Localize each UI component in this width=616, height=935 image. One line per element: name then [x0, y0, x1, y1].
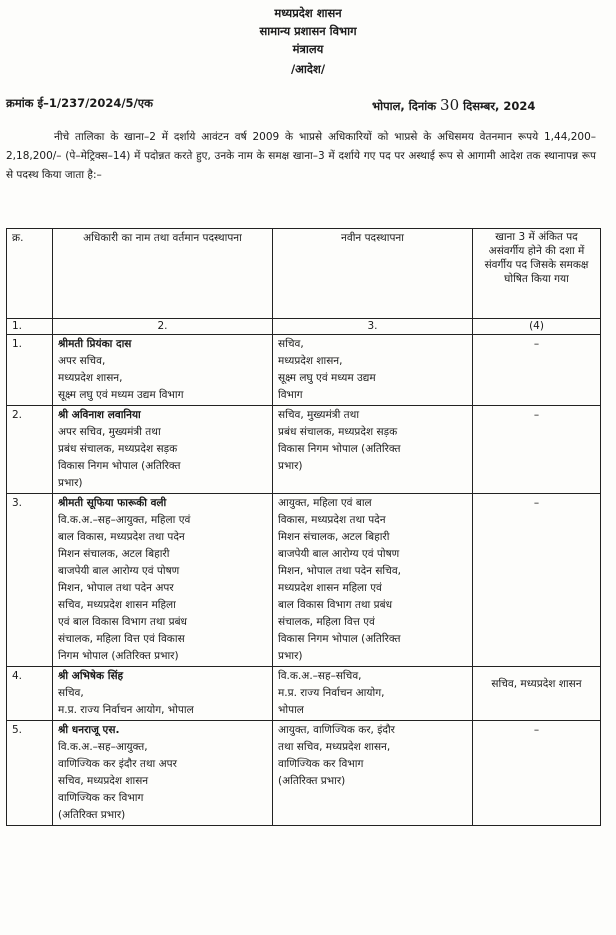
- number-col2: 2.: [53, 319, 273, 335]
- current-posting-line: संचालक, महिला वित्त एवं विकास: [58, 633, 185, 645]
- new-posting-cell: [273, 406, 473, 494]
- table-row: [7, 335, 601, 406]
- officer-name: श्री धनराजू एस.: [58, 724, 120, 736]
- current-posting-line: मिशन संचालक, अटल बिहारी: [58, 548, 170, 560]
- new-posting-line: संचालक, महिला वित्त एवं: [278, 616, 375, 628]
- header-state: मध्यप्रदेश शासन: [274, 6, 342, 20]
- new-posting-line: बाल विकास विभाग तथा प्रबंध: [278, 599, 393, 611]
- current-posting-line: प्रभार): [58, 477, 83, 489]
- posting-table: [6, 228, 601, 826]
- current-posting-line: मिशन, भोपाल तथा पदेन अपर: [58, 582, 174, 594]
- current-posting-line: वाणिज्यिक कर इंदौर तथा अपर: [58, 758, 177, 770]
- new-posting-line: आयुक्त, महिला एवं बाल: [278, 497, 372, 509]
- new-posting-line: मध्यप्रदेश शासन महिला एवं: [278, 582, 382, 594]
- table-row: [7, 721, 601, 826]
- current-posting-line: वि.क.अ.–सह–आयुक्त, महिला एवं: [58, 514, 191, 526]
- equivalent-value: –: [533, 724, 540, 736]
- new-posting-cell: [273, 494, 473, 667]
- row-serial: 5.: [7, 721, 53, 826]
- order-paragraph: [6, 128, 596, 185]
- date-rest: दिसम्बर, 2024: [463, 99, 536, 113]
- new-posting-line: सूक्ष्म लघु एवं मध्यम उद्यम: [278, 372, 376, 384]
- table-row: [7, 494, 601, 667]
- new-posting-line: मिशन संचालक, अटल बिहारी: [278, 531, 390, 543]
- new-posting-line: मध्यप्रदेश शासन,: [278, 355, 343, 367]
- number-col1: 1.: [7, 319, 53, 335]
- date-day: 30: [440, 96, 460, 114]
- current-posting-line: एवं बाल विकास विभाग तथा प्रबंध: [58, 616, 188, 628]
- number-col4: (4): [473, 319, 601, 335]
- current-posting-line: (अतिरिक्त प्रभार): [58, 809, 126, 821]
- new-posting-line: वाणिज्यिक कर विभाग: [278, 758, 364, 770]
- new-posting-line: विभाग: [278, 389, 303, 401]
- current-posting-line: बाजपेयी बाल आरोग्य एवं पोषण: [58, 565, 180, 577]
- current-posting-line: विकास निगम भोपाल (अतिरिक्त: [58, 460, 181, 472]
- equivalent-cell: [473, 406, 601, 494]
- officer-name: श्री अविनाश लवानिया: [58, 409, 141, 421]
- header-department: सामान्य प्रशासन विभाग: [259, 24, 357, 38]
- row-serial: 4.: [7, 667, 53, 721]
- place-date: [372, 96, 535, 114]
- equivalent-value: –: [533, 409, 540, 421]
- new-posting-line: प्रभार): [278, 460, 303, 472]
- current-posting-line: सचिव, मध्यप्रदेश शासन: [58, 775, 149, 787]
- current-posting-line: अपर सचिव, मुख्यमंत्री तथा: [58, 426, 161, 438]
- header-equivalent: खाना 3 में अंकित पद असंवर्गीय होने की दशा में संवर्गीय पद जिसके समकक्ष घोषित किया गया: [473, 229, 601, 319]
- equivalent-value: सचिव, मध्यप्रदेश शासन: [491, 678, 582, 690]
- new-posting-line: विकास, मध्यप्रदेश तथा पदेन: [278, 514, 386, 526]
- officer-cell: [53, 494, 273, 667]
- new-posting-line: भोपाल: [278, 704, 304, 716]
- order-paragraph-text: नीचे तालिका के खाना–2 में दर्शाये आवंटन वर्ष 2009 के भाप्रसे अधिकारियों को भाप्रसे के अधिसमय वेतनमान रूपये 1,44,200–2,18,200/– (पे–मेट्रिक्स–14) में पदोन्नत करते हुए, उनके नाम के समक्ष खाना–3 में दर्शाये गए पद पर अस्थाई रूप से आगामी आदेश तक स्थानापन्न रूप से पदस्थ किया जाता है:–: [6, 131, 596, 181]
- officer-cell: [53, 667, 273, 721]
- equivalent-cell: [473, 721, 601, 826]
- new-posting-line: प्रबंध संचालक, मध्यप्रदेश सड़क: [278, 426, 398, 438]
- officer-name: श्रीमती प्रियंका दास: [58, 338, 132, 350]
- table-number-row: [7, 319, 601, 335]
- header-new-posting: नवीन पदस्थापना: [273, 229, 473, 319]
- new-posting-line: म.प्र. राज्य निर्वाचन आयोग,: [278, 687, 385, 699]
- new-posting-line: आयुक्त, वाणिज्यिक कर, इंदौर: [278, 724, 395, 736]
- current-posting-line: सूक्ष्म लघु एवं मध्यम उद्यम विभाग: [58, 389, 184, 401]
- current-posting-line: वि.क.अ.–सह–आयुक्त,: [58, 741, 148, 753]
- officer-name: श्रीमती सूफिया फारूकी वली: [58, 497, 167, 509]
- new-posting-line: बाजपेयी बाल आरोग्य एवं पोषण: [278, 548, 400, 560]
- new-posting-line: प्रभार): [278, 650, 303, 662]
- equivalent-cell: [473, 667, 601, 721]
- new-posting-cell: [273, 721, 473, 826]
- new-posting-line: विकास निगम भोपाल (अतिरिक्त: [278, 443, 401, 455]
- equivalent-cell: [473, 494, 601, 667]
- row-serial: 3.: [7, 494, 53, 667]
- place-date-prefix: भोपाल, दिनांक: [372, 99, 437, 113]
- order-number: क्रमांक ई–1/237/2024/5/एक: [6, 96, 153, 110]
- new-posting-line: तथा सचिव, मध्यप्रदेश शासन,: [278, 741, 391, 753]
- table-body: [7, 335, 601, 826]
- current-posting-line: प्रबंध संचालक, मध्यप्रदेश सड़क: [58, 443, 178, 455]
- row-serial: 2.: [7, 406, 53, 494]
- header-officer: अधिकारी का नाम तथा वर्तमान पदस्थापना: [53, 229, 273, 319]
- current-posting-line: निगम भोपाल (अतिरिक्त प्रभार): [58, 650, 179, 662]
- equivalent-cell: [473, 335, 601, 406]
- new-posting-line: मिशन, भोपाल तथा पदेन सचिव,: [278, 565, 401, 577]
- table-row: [7, 667, 601, 721]
- new-posting-line: वि.क.अ.–सह–सचिव,: [278, 670, 362, 682]
- number-col3: 3.: [273, 319, 473, 335]
- row-serial: 1.: [7, 335, 53, 406]
- current-posting-line: सचिव, मध्यप्रदेश शासन महिला: [58, 599, 176, 611]
- header-order: /आदेश/: [290, 62, 326, 76]
- header-ministry: मंत्रालय: [292, 42, 324, 56]
- current-posting-line: वाणिज्यिक कर विभाग: [58, 792, 144, 804]
- header-serial: क्र.: [7, 229, 53, 319]
- table-header-row: [7, 229, 601, 319]
- officer-cell: [53, 406, 273, 494]
- table-row: [7, 406, 601, 494]
- new-posting-line: विकास निगम भोपाल (अतिरिक्त: [278, 633, 401, 645]
- current-posting-line: म.प्र. राज्य निर्वाचन आयोग, भोपाल: [58, 704, 194, 716]
- new-posting-line: सचिव, मुख्यमंत्री तथा: [278, 409, 360, 421]
- officer-cell: [53, 335, 273, 406]
- new-posting-cell: [273, 667, 473, 721]
- current-posting-line: अपर सचिव,: [58, 355, 106, 367]
- current-posting-line: मध्यप्रदेश शासन,: [58, 372, 123, 384]
- equivalent-value: –: [533, 497, 540, 509]
- new-posting-cell: [273, 335, 473, 406]
- current-posting-line: सचिव,: [58, 687, 84, 699]
- equivalent-value: –: [533, 338, 540, 350]
- officer-name: श्री अभिषेक सिंह: [58, 670, 124, 682]
- new-posting-line: सचिव,: [278, 338, 304, 350]
- current-posting-line: बाल विकास, मध्यप्रदेश तथा पदेन: [58, 531, 185, 543]
- new-posting-line: (अतिरिक्त प्रभार): [278, 775, 346, 787]
- officer-cell: [53, 721, 273, 826]
